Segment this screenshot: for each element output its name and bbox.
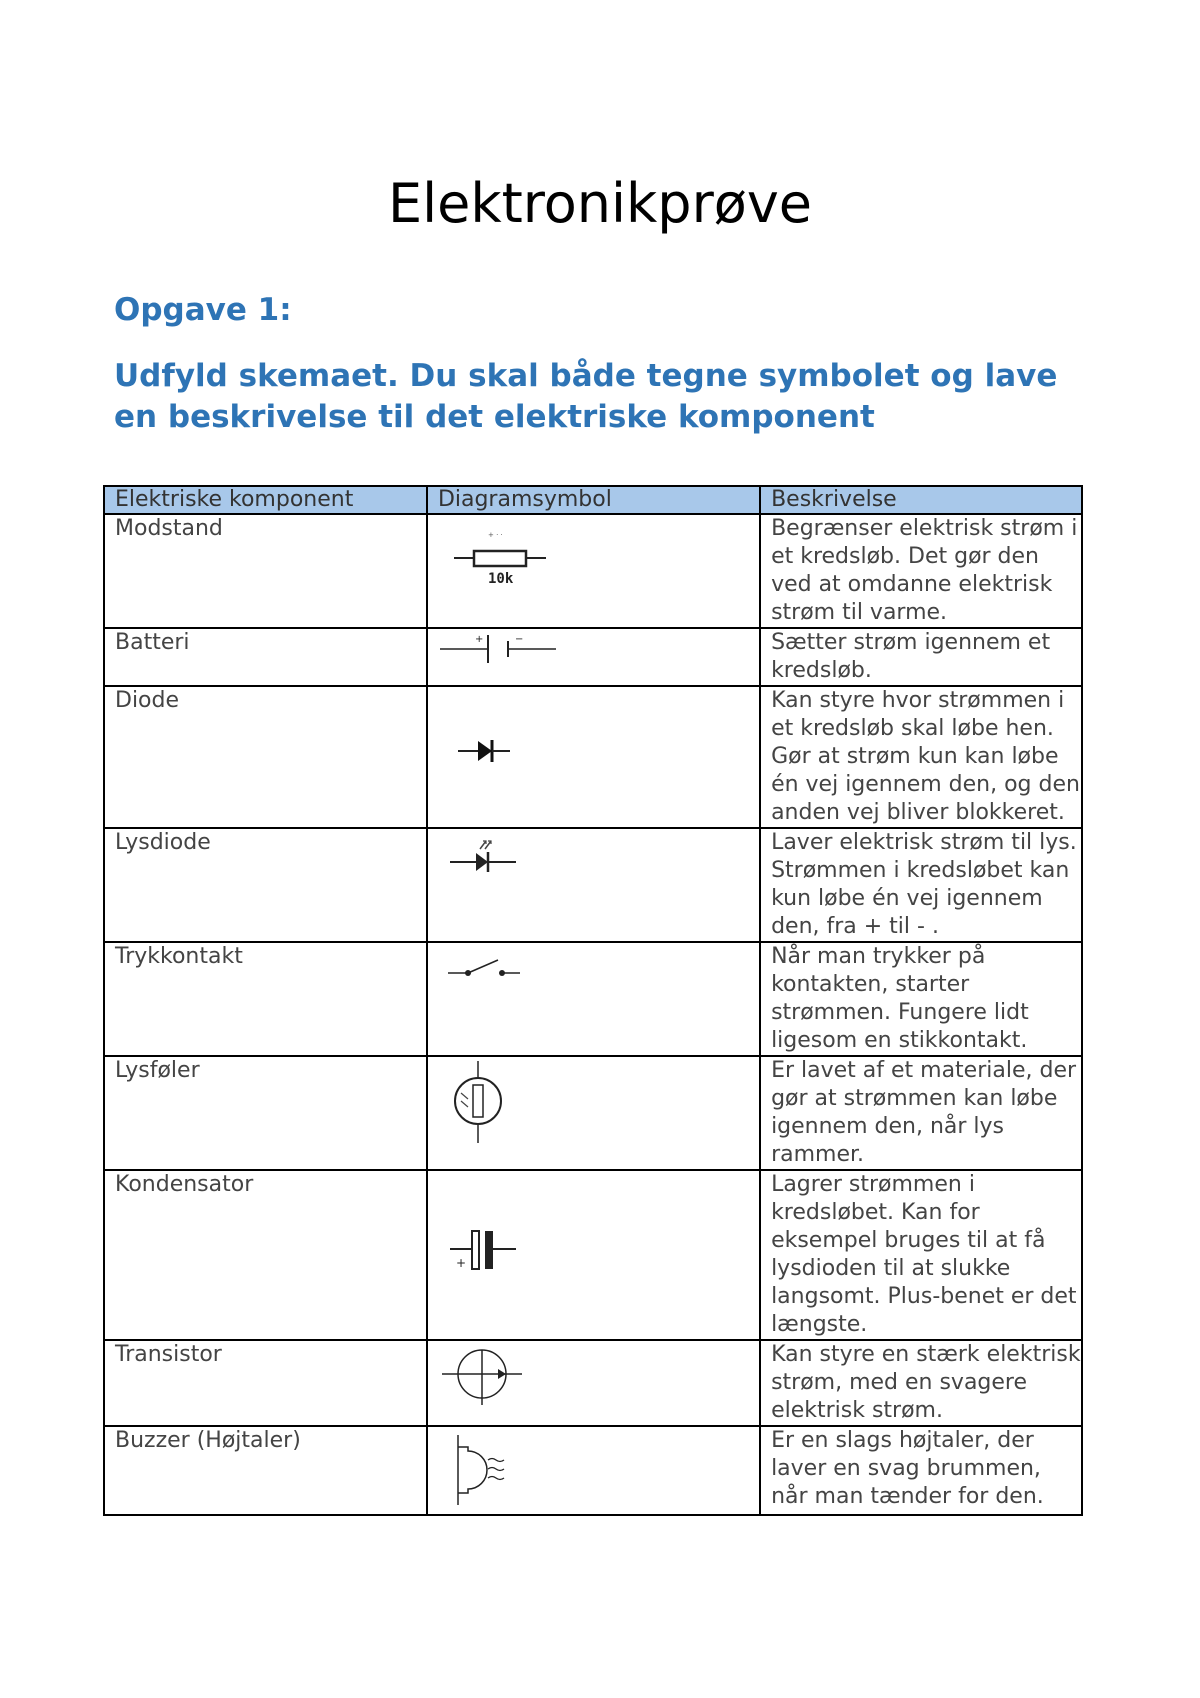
battery-icon bbox=[428, 629, 755, 684]
table-row bbox=[104, 1426, 1082, 1515]
table-row bbox=[104, 1170, 1082, 1340]
component-description: Er en slags højtaler, der laver en svag brummen, når man tænder for den. bbox=[760, 1426, 1082, 1515]
component-description: Er lavet af et materiale, der gør at strømmen kan løbe igennem den, når lys rammer. bbox=[760, 1056, 1082, 1170]
table-row bbox=[104, 828, 1082, 942]
symbol-cell bbox=[427, 1340, 760, 1426]
table-row bbox=[104, 1340, 1082, 1426]
table-header-row bbox=[104, 486, 1082, 514]
table-row bbox=[104, 1056, 1082, 1170]
component-description: Kan styre hvor strømmen i et kredsløb skal løbe hen. Gør at strøm kun kan løbe én vej igennem den, og den anden vej bliver blokkeret. bbox=[760, 686, 1082, 828]
component-name: Kondensator bbox=[104, 1170, 427, 1340]
resistor-icon bbox=[428, 515, 755, 627]
diode-icon bbox=[428, 687, 755, 826]
light-sensor-icon bbox=[428, 1057, 755, 1168]
component-description: Sætter strøm igennem et kredsløb. bbox=[760, 628, 1082, 686]
svg-text:+ · ·: + · · bbox=[487, 531, 503, 539]
table-row bbox=[104, 942, 1082, 1056]
symbol-cell bbox=[427, 828, 760, 942]
component-name: Diode bbox=[104, 686, 427, 828]
svg-text:+: + bbox=[455, 1256, 466, 1270]
svg-text:+: + bbox=[474, 634, 484, 645]
component-description: Laver elektrisk strøm til lys. Strømmen i kredsløbet kan kun løbe én vej igennem den, fra + til - . bbox=[760, 828, 1082, 942]
svg-text:−: − bbox=[514, 634, 524, 645]
symbol-cell bbox=[427, 686, 760, 828]
page-title: Elektronikprøve bbox=[387, 172, 813, 235]
header-symbol: Diagramsymbol bbox=[427, 486, 760, 514]
header-description: Beskrivelse bbox=[760, 486, 1082, 514]
component-name: Batteri bbox=[104, 628, 427, 686]
buzzer-icon bbox=[428, 1427, 755, 1514]
component-description: Lagrer strømmen i kredsløbet. Kan for eksempel bruges til at få lysdioden til at slukke langsomt. Plus-benet er det længste. bbox=[760, 1170, 1082, 1340]
push-switch-icon bbox=[428, 943, 755, 1054]
component-name: Trykkontakt bbox=[104, 942, 427, 1056]
table-row bbox=[104, 686, 1082, 828]
symbol-cell bbox=[427, 1426, 760, 1515]
symbol-cell bbox=[427, 514, 760, 628]
component-name: Modstand bbox=[104, 514, 427, 628]
symbol-cell bbox=[427, 1056, 760, 1170]
led-icon bbox=[428, 829, 755, 940]
component-description: Begrænser elektrisk strøm i et kredsløb. Det gør den ved at omdanne elektrisk strøm til varme. bbox=[760, 514, 1082, 628]
component-description: Kan styre en stærk elektrisk strøm, med en svagere elektrisk strøm. bbox=[760, 1340, 1082, 1426]
components-table bbox=[103, 485, 1083, 1516]
table-row bbox=[104, 514, 1082, 628]
resistor-value-label: 10k bbox=[487, 571, 514, 587]
table-row bbox=[104, 628, 1082, 686]
task-heading: Opgave 1: bbox=[114, 292, 292, 328]
capacitor-icon bbox=[428, 1171, 755, 1338]
header-component: Elektriske komponent bbox=[104, 486, 427, 514]
task-instruction: Udfyld skemaet. Du skal både tegne symbolet og lave en beskrivelse til det elektriske komponent bbox=[114, 358, 1058, 435]
transistor-icon bbox=[428, 1341, 755, 1424]
symbol-cell bbox=[427, 628, 760, 686]
component-name: Buzzer (Højtaler) bbox=[104, 1426, 427, 1515]
component-description: Når man trykker på kontakten, starter strømmen. Fungere lidt ligesom en stikkontakt. bbox=[760, 942, 1082, 1056]
component-name: Transistor bbox=[104, 1340, 427, 1426]
component-name: Lysdiode bbox=[104, 828, 427, 942]
component-name: Lysføler bbox=[104, 1056, 427, 1170]
symbol-cell bbox=[427, 942, 760, 1056]
symbol-cell bbox=[427, 1170, 760, 1340]
